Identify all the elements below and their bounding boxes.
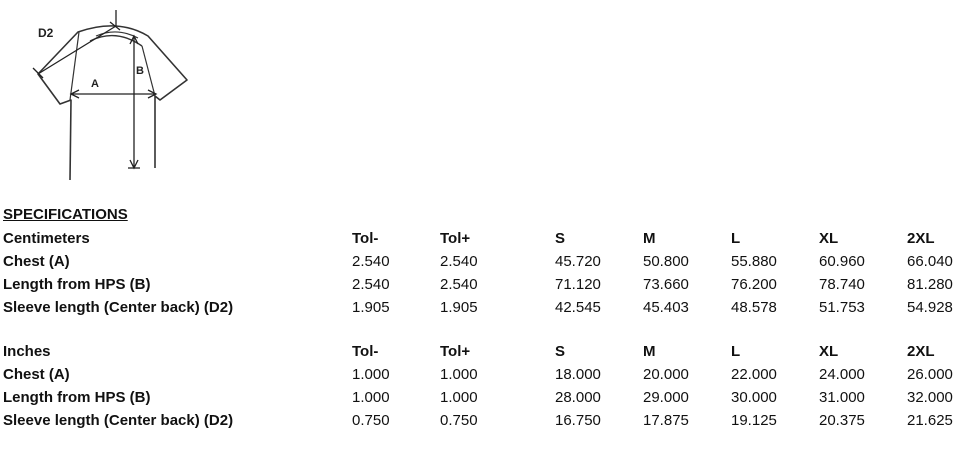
row-label: Sleeve length (Center back) (D2): [3, 412, 234, 429]
cell-value: 73.660: [643, 276, 689, 293]
unit-label: Inches: [3, 343, 51, 360]
cell-value: 50.800: [643, 253, 689, 270]
cell-value: 18.000: [555, 366, 601, 383]
cell-value: 17.875: [643, 412, 689, 429]
table-row: [3, 363, 973, 386]
cell-value: 0.750: [352, 412, 390, 429]
cell-value: 55.880: [731, 253, 777, 270]
centimeters-table: [3, 227, 973, 319]
cell-value: 81.280: [907, 276, 953, 293]
row-label: Chest (A): [3, 253, 70, 270]
column-header: M: [643, 343, 656, 360]
specifications-title: SPECIFICATIONS: [3, 206, 128, 223]
cell-value: 26.000: [907, 366, 953, 383]
cell-value: 28.000: [555, 389, 601, 406]
unit-label: Centimeters: [3, 230, 90, 247]
cell-value: 76.200: [731, 276, 777, 293]
table-row: [3, 386, 973, 409]
cell-value: 1.905: [352, 299, 390, 316]
row-label: Sleeve length (Center back) (D2): [3, 299, 234, 316]
diagram-label-d2: D2: [38, 26, 54, 40]
cell-value: 48.578: [731, 299, 777, 316]
table-row: [3, 296, 973, 319]
column-header: Tol-: [352, 230, 379, 247]
diagram-label-b: B: [136, 65, 144, 77]
cell-value: 54.928: [907, 299, 953, 316]
table-header-row: [3, 227, 973, 250]
cell-value: 45.720: [555, 253, 601, 270]
tshirt-measurement-diagram: [30, 8, 200, 180]
cell-value: 45.403: [643, 299, 689, 316]
cell-value: 32.000: [907, 389, 953, 406]
inches-table: [3, 340, 973, 432]
cell-value: 1.000: [440, 389, 478, 406]
cell-value: 31.000: [819, 389, 865, 406]
column-header: S: [555, 230, 566, 247]
row-label: Length from HPS (B): [3, 276, 151, 293]
table-row: [3, 273, 973, 296]
row-label: Chest (A): [3, 366, 70, 383]
cell-value: 1.000: [440, 366, 478, 383]
column-header: L: [731, 230, 741, 247]
cell-value: 42.545: [555, 299, 601, 316]
cell-value: 30.000: [731, 389, 777, 406]
cell-value: 2.540: [440, 276, 478, 293]
column-header: XL: [819, 343, 839, 360]
column-header: Tol-: [352, 343, 379, 360]
cell-value: 22.000: [731, 366, 777, 383]
cell-value: 66.040: [907, 253, 953, 270]
column-header: M: [643, 230, 656, 247]
cell-value: 1.905: [440, 299, 478, 316]
column-header: XL: [819, 230, 839, 247]
cell-value: 0.750: [440, 412, 478, 429]
cell-value: 29.000: [643, 389, 689, 406]
column-header: Tol+: [440, 230, 471, 247]
column-header: S: [555, 343, 566, 360]
column-header: 2XL: [907, 230, 935, 247]
cell-value: 60.960: [819, 253, 865, 270]
column-header: L: [731, 343, 741, 360]
cell-value: 2.540: [352, 253, 390, 270]
cell-value: 24.000: [819, 366, 865, 383]
diagram-label-a: A: [91, 78, 99, 90]
row-label: Length from HPS (B): [3, 389, 151, 406]
cell-value: 2.540: [352, 276, 390, 293]
cell-value: 1.000: [352, 389, 390, 406]
cell-value: 19.125: [731, 412, 777, 429]
cell-value: 1.000: [352, 366, 390, 383]
cell-value: 20.000: [643, 366, 689, 383]
cell-value: 71.120: [555, 276, 601, 293]
cell-value: 2.540: [440, 253, 478, 270]
table-row: [3, 409, 973, 432]
cell-value: 16.750: [555, 412, 601, 429]
column-header: Tol+: [440, 343, 471, 360]
cell-value: 20.375: [819, 412, 865, 429]
column-header: 2XL: [907, 343, 935, 360]
tshirt-outline-icon: [30, 8, 200, 180]
cell-value: 21.625: [907, 412, 953, 429]
table-header-row: [3, 340, 973, 363]
table-row: [3, 250, 973, 273]
cell-value: 78.740: [819, 276, 865, 293]
cell-value: 51.753: [819, 299, 865, 316]
